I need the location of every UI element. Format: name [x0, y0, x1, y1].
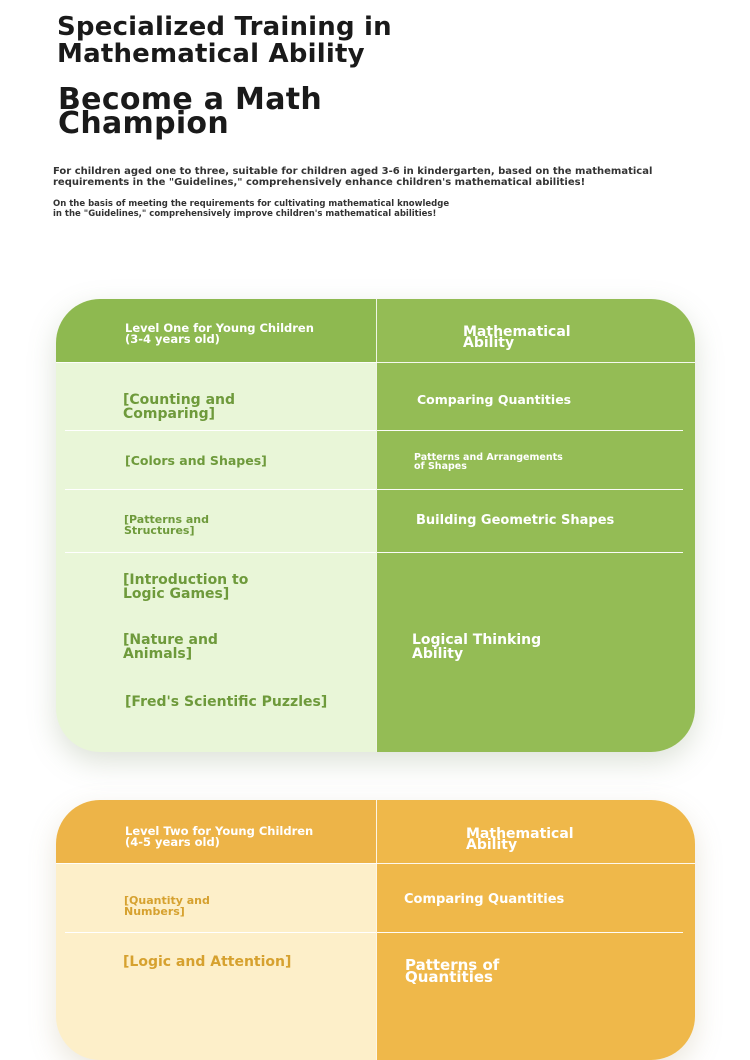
level-one-header-label: Level One for Young Children (3-4 years old) [125, 321, 314, 346]
level-one-card [56, 299, 695, 752]
row-divider [65, 552, 376, 553]
row-divider [377, 932, 683, 933]
page-subtitle: Become a Math Champion [58, 82, 323, 141]
course-patterns-and-structures: [Patterns and Structures] [124, 513, 209, 537]
row-divider [65, 932, 376, 933]
ability-comparing-quantities: Comparing Quantities [404, 892, 565, 907]
level-one-ability-header: Mathematical Ability [463, 324, 571, 351]
row-divider [377, 430, 683, 431]
ability-patterns-of-quantities: Patterns of Quantities [405, 956, 500, 986]
course-logic-and-attention: [Logic and Attention] [123, 954, 292, 970]
level-two-ability-header: Mathematical Ability [466, 826, 574, 853]
course-freds-scientific-puzzles: [Fred's Scientific Puzzles] [125, 694, 328, 710]
page-title: Specialized Training in Mathematical Ability [57, 12, 392, 69]
course-counting-and-comparing: [Counting and Comparing] [123, 392, 236, 422]
intro-paragraph-1: For children aged one to three, suitable for children aged 3-6 in kindergarten, based on the mathematical requirements in the "Guidelines," comprehensively enhance children's mathematical abilities! [53, 166, 653, 188]
ability-comparing-quantities: Comparing Quantities [417, 392, 572, 407]
row-divider [65, 430, 376, 431]
ability-building-geometric-shapes: Building Geometric Shapes [416, 513, 615, 528]
level-one-header-divider [56, 362, 695, 363]
intro-paragraph-2: On the basis of meeting the requirements for cultivating mathematical knowledge in the "Guidelines," comprehensively improve children's mathematical abilities! [53, 199, 450, 219]
ability-logical-thinking: Logical Thinking Ability [412, 632, 542, 662]
level-two-header-divider [56, 863, 695, 864]
row-divider [377, 552, 683, 553]
course-introduction-to-logic-games: [Introduction to Logic Games] [123, 572, 249, 602]
course-quantity-and-numbers: [Quantity and Numbers] [124, 894, 210, 918]
course-nature-and-animals: [Nature and Animals] [123, 632, 218, 662]
course-colors-and-shapes: [Colors and Shapes] [125, 453, 267, 468]
row-divider [377, 489, 683, 490]
level-two-card [56, 800, 695, 1060]
ability-patterns-and-arrangements: Patterns and Arrangements of Shapes [414, 452, 563, 472]
row-divider [65, 489, 376, 490]
level-two-header-label: Level Two for Young Children (4-5 years old) [125, 824, 314, 849]
